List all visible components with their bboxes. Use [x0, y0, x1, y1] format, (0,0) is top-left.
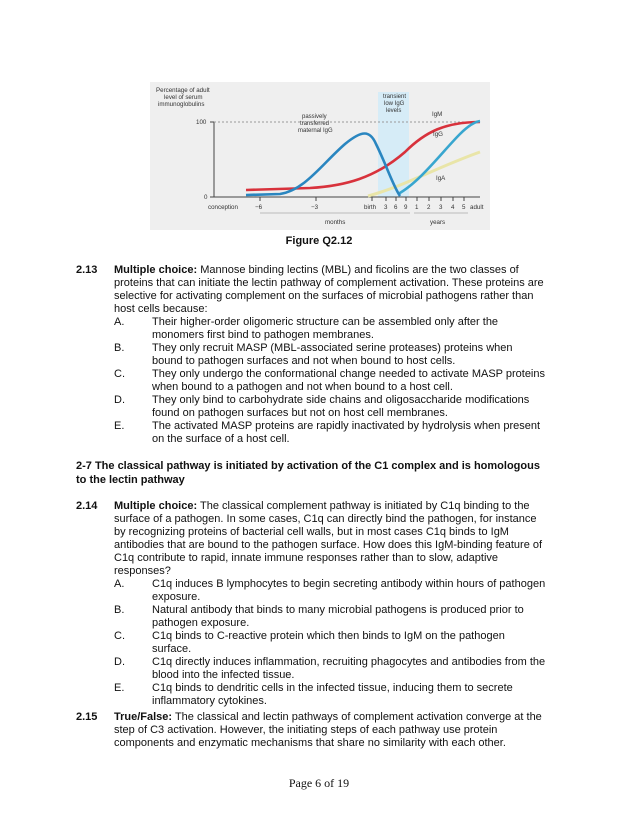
igm-label: IgM	[432, 111, 443, 118]
option-text: C1q binds to dendritic cells in the infected tissue, inducing them to secrete inflammatory cytokines.	[152, 682, 513, 707]
option-letter: E.	[114, 682, 125, 694]
y-axis-title-line1: Percentage of adult	[156, 87, 210, 94]
option-letter: B.	[114, 604, 125, 616]
stem-text: Mannose binding lectins (MBL) and ficolins are the two classes of proteins that can initiate the lectin pathway of complement activation. These proteins are selective for activating complement on the surfaces of microbial pathogens rather than host cells because:	[114, 264, 544, 315]
option-letter: A.	[114, 578, 125, 590]
option-d	[114, 656, 546, 682]
x-tick-4y: 4	[451, 204, 455, 211]
maternal-label-line1: passively	[302, 114, 327, 120]
question-stem	[114, 711, 546, 750]
option-a	[114, 578, 546, 604]
option-a	[114, 316, 546, 342]
maternal-label-line3: maternal IgG	[298, 128, 333, 134]
option-text: C1q induces B lymphocytes to begin secreting antibody within hours of pathogen exposure.	[152, 578, 546, 603]
x-ticks	[260, 197, 464, 201]
x-tick-minus3: −3	[311, 204, 319, 211]
option-letter: C.	[114, 368, 125, 380]
option-e	[114, 420, 546, 446]
stem-text: The classical complement pathway is initiated by C1q binding to the surface of a pathogen. In some cases, C1q can directly bind the pathogen, for instance by recognizing proteins of bacterial cell walls, but in most cases C1q binds to IgM antibodies that are bound to the pathogen surface. How does this IgM-binding feature of C1q contribute to rapid, innate immune responses rather than to slow, adaptive responses?	[114, 500, 543, 577]
option-b	[114, 342, 546, 368]
figure-caption: Figure Q2.12	[285, 235, 353, 247]
option-letter: B.	[114, 342, 125, 354]
question-2-13	[76, 264, 546, 446]
y-tick-100: 100	[196, 119, 207, 126]
question-stem	[114, 500, 546, 578]
option-b	[114, 604, 546, 630]
option-text: C1q directly induces inflammation, recruiting phagocytes and antibodies from the blood into the infected tissue.	[152, 656, 546, 681]
maternal-label-line2: transferred	[300, 121, 330, 127]
x-tick-birth: birth	[364, 204, 377, 211]
option-text: The activated MASP proteins are rapidly inactivated by hydrolysis when present on the surface of a host cell.	[152, 420, 541, 445]
iga-label: IgA	[436, 175, 446, 182]
option-letter: D.	[114, 394, 125, 406]
question-2-14	[76, 500, 546, 708]
months-label: months	[325, 219, 346, 226]
option-letter: A.	[114, 316, 125, 328]
option-d	[114, 394, 546, 420]
transient-label-line2: low IgG	[384, 101, 405, 107]
x-tick-conception: conception	[208, 204, 238, 211]
question-number: 2.13	[76, 264, 98, 276]
question-number: 2.15	[76, 711, 98, 723]
x-tick-5y: 5	[462, 204, 466, 211]
y-axis-title-line3: immunoglobulins	[158, 101, 205, 108]
transient-label-line3: levels	[386, 108, 402, 114]
igg-label: IgG	[433, 131, 443, 138]
x-tick-6m: 6	[394, 204, 398, 211]
question-number: 2.14	[76, 500, 98, 512]
y-axis-title-line2: level of serum	[164, 94, 203, 101]
option-text: They only undergo the conformational change needed to activate MASP proteins when bound to a pathogen and not when bound to a host cell.	[152, 368, 545, 393]
immunoglobulin-chart	[150, 82, 490, 230]
option-text: C1q binds to C-reactive protein which then binds to IgM on the pathogen surface.	[152, 630, 505, 655]
x-tick-minus6: −6	[255, 204, 263, 211]
x-tick-adult: adult	[470, 204, 484, 211]
option-text: Their higher-order oligomeric structure can be assembled only after the monomers first bind to pathogen membranes.	[152, 316, 499, 341]
option-letter: C.	[114, 630, 125, 642]
y-tick-0: 0	[204, 194, 208, 201]
option-text: They only bind to carbohydrate side chains and oligosaccharide modifications found on pathogen surfaces but not on host cell membranes.	[152, 394, 530, 419]
stem-text: The classical and lectin pathways of complement activation converge at the step of C3 activation. However, the initiating steps of each pathway use protein components and enzymatic mechanisms that share no similarity with each other.	[114, 711, 542, 749]
years-label: years	[430, 219, 446, 226]
question-type: True/False:	[114, 711, 173, 723]
x-tick-3y: 3	[439, 204, 443, 211]
x-tick-2y: 2	[427, 204, 431, 211]
option-letter: D.	[114, 656, 125, 668]
option-text: They only recruit MASP (MBL-associated serine proteases) proteins when bound to pathogen surfaces and not when bound to host cells.	[152, 342, 513, 367]
option-e	[114, 682, 546, 708]
option-text: Natural antibody that binds to many microbial pathogens is produced prior to pathogen exposure.	[152, 604, 524, 629]
page-number: Page 6 of 19	[288, 776, 350, 790]
transient-label-line1: transient	[383, 94, 407, 100]
question-type: Multiple choice:	[114, 264, 198, 276]
x-tick-3m: 3	[384, 204, 388, 211]
option-c	[114, 630, 546, 656]
question-type: Multiple choice:	[114, 500, 198, 512]
option-letter: E.	[114, 420, 125, 432]
option-c	[114, 368, 546, 394]
question-2-15	[76, 711, 546, 750]
immunoglobulin-figure	[150, 82, 490, 230]
question-stem	[114, 264, 546, 316]
section-heading: 2-7 The classical pathway is initiated by activation of the C1 complex and is homologous to the lectin pathway	[76, 460, 540, 486]
x-tick-1y: 1	[415, 204, 419, 211]
x-tick-9m: 9	[404, 204, 408, 211]
